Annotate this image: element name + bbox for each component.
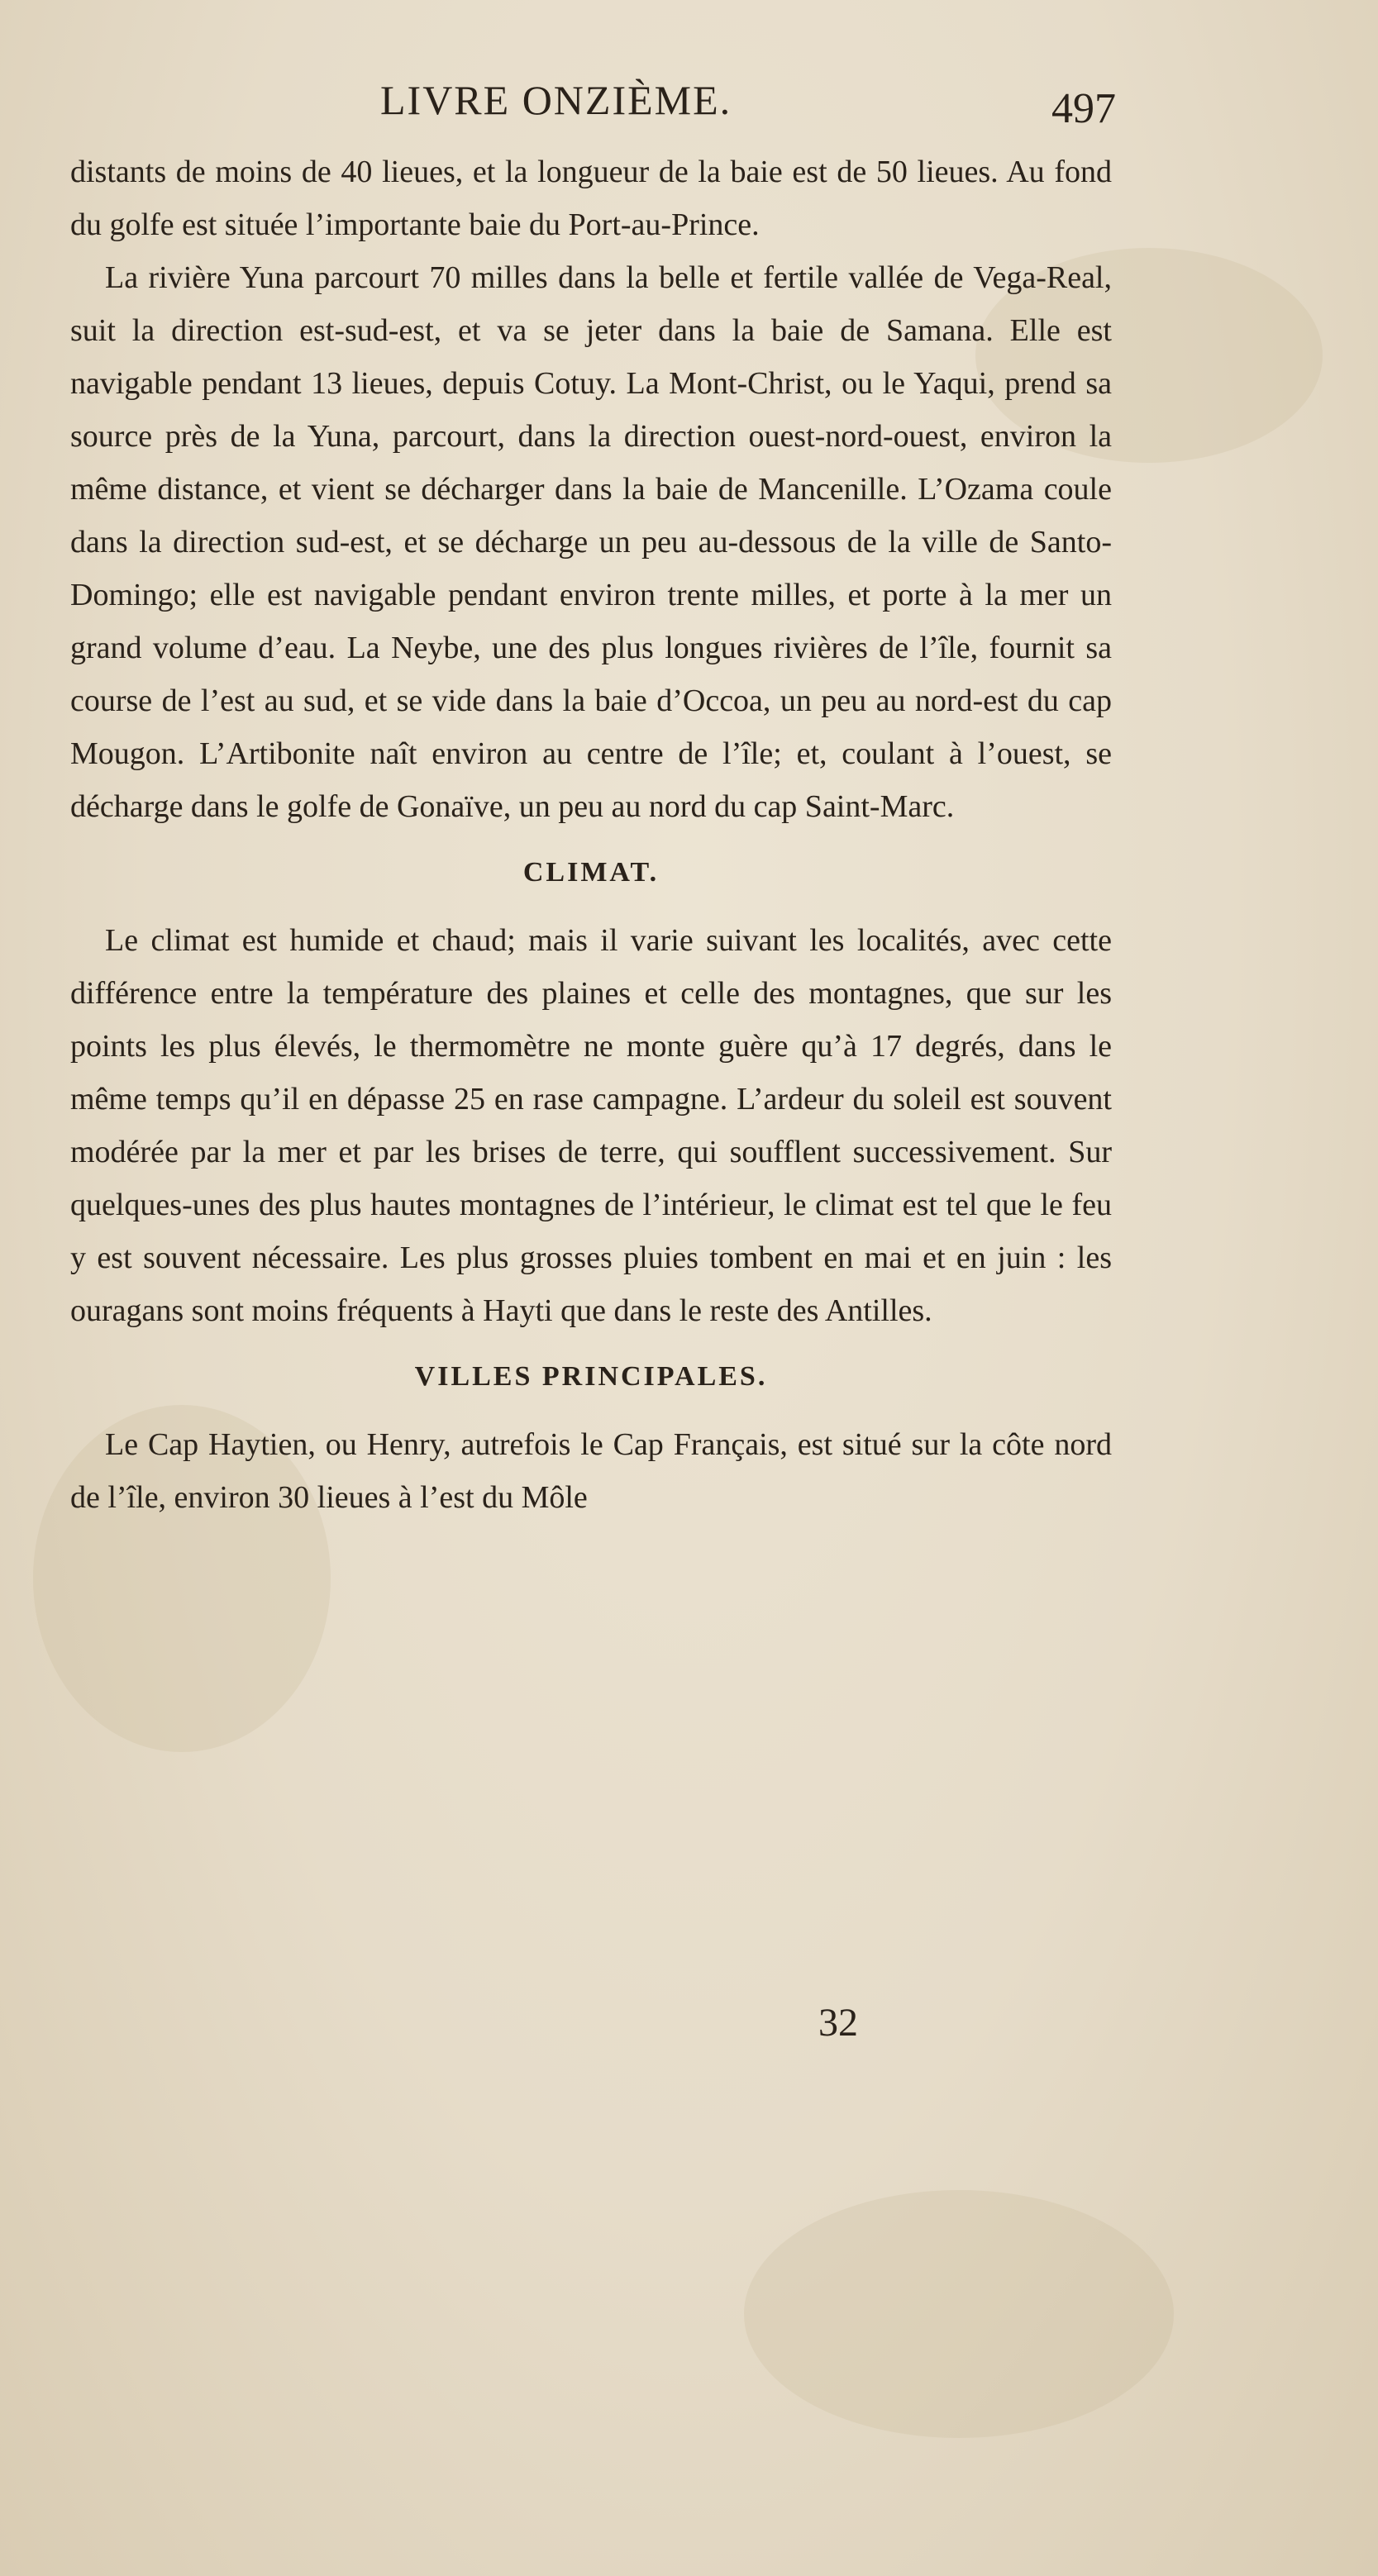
section-heading-climat: CLIMAT. — [522, 857, 660, 888]
running-title: LIVRE ONZIÈME. — [380, 77, 732, 123]
running-head — [74, 76, 1116, 142]
body-text — [70, 145, 1112, 1524]
paper-stain — [744, 2190, 1174, 2438]
paragraph: distants de moins de 40 lieues, et la longueur de la baie est de 50 lieues. Au fond du golfe est située l’importante baie du Port-au-Prince. — [70, 155, 1112, 242]
section-heading-villes: VILLES PRINCIPALES. — [414, 1361, 768, 1392]
paragraph: La rivière Yuna parcourt 70 milles dans la belle et fertile vallée de Vega-Real, suit la direction est-sud-est, et va se jeter dans la baie de Samana. Elle est navigable pendant 13 lieues, depuis Cotuy. La Mont-Christ, ou le Yaqui, prend sa source près de la Yuna, parcourt, dans la direction ouest-nord-ouest, environ la même distance, et vient se décharger dans la baie de Mancenille. L’Ozama coule dans la direction sud-est, et se décharge un peu au-dessous de la ville de Santo-Domingo; elle est navigable pendant environ trente milles, et porte à la mer un grand volume d’eau. La Neybe, une des plus longues rivières de l’île, fournit sa course de l’est au sud, et se vide dans la baie d’Occoa, un peu au nord-est du cap Mougon. L’Artibonite naît environ au centre de l’île; et, coulant à l’ouest, se décharge dans le golfe de Gonaïve, un peu au nord du cap Saint-Marc. — [70, 260, 1112, 824]
signature-mark: 32 — [818, 2001, 858, 2045]
paragraph: Le climat est humide et chaud; mais il varie suivant les localités, avec cette différence entre la température des plaines et celle des montagnes, que sur les points les plus élevés, le thermomètre ne monte guère qu’à 17 degrés, dans le même temps qu’il en dépasse 25 en rase campagne. L’ardeur du soleil est souvent modérée par la mer et par les brises de terre, qui soufflent successivement. Sur quelques-unes des plus hautes montagnes de l’intérieur, le climat est tel que le feu y est souvent nécessaire. Les plus grosses pluies tombent en mai et en juin : les ouragans sont moins fréquents à Hayti que dans le reste des Antilles. — [70, 923, 1112, 1328]
page-number: 497 — [1051, 85, 1116, 132]
paragraph: Le Cap Haytien, ou Henry, autrefois le Cap Français, est situé sur la côte nord de l’île, environ 30 lieues à l’est du Môle — [70, 1427, 1112, 1515]
